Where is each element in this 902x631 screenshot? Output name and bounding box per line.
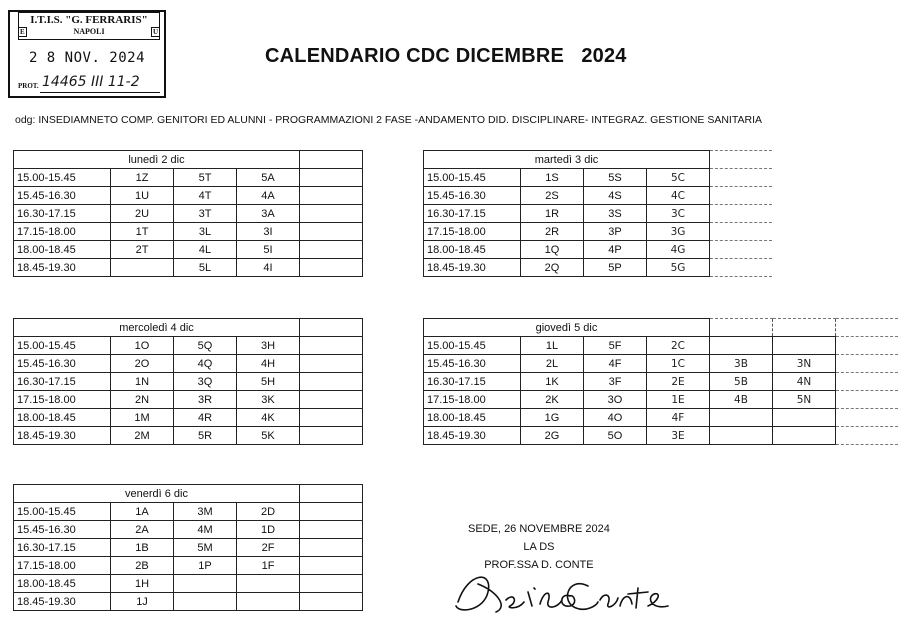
class-cell: 5F bbox=[584, 337, 647, 355]
time-slot-cell: 16.30-17.15 bbox=[424, 205, 521, 223]
class-cell: 3L bbox=[174, 223, 237, 241]
time-slot-cell: 15.00-15.45 bbox=[424, 169, 521, 187]
class-cell: 5Q bbox=[174, 337, 237, 355]
table-row bbox=[14, 521, 363, 539]
time-slot-cell: 16.30-17.15 bbox=[14, 539, 111, 557]
class-cell: 5L bbox=[174, 259, 237, 277]
class-cell bbox=[710, 409, 773, 427]
class-cell: 4F bbox=[647, 409, 710, 427]
table-row bbox=[424, 373, 899, 391]
class-cell: 5P bbox=[584, 259, 647, 277]
empty-cell bbox=[836, 391, 899, 409]
class-cell: 2A bbox=[111, 521, 174, 539]
class-cell bbox=[710, 337, 773, 355]
table-row bbox=[424, 187, 773, 205]
empty-cell bbox=[710, 223, 773, 241]
table-row bbox=[14, 427, 363, 445]
class-cell: 2R bbox=[521, 223, 584, 241]
table-row bbox=[424, 427, 899, 445]
class-cell bbox=[237, 575, 300, 593]
table-row bbox=[14, 409, 363, 427]
class-cell: 1U bbox=[111, 187, 174, 205]
empty-cell bbox=[300, 319, 363, 337]
class-cell: 1P bbox=[174, 557, 237, 575]
table-row bbox=[424, 223, 773, 241]
table-row bbox=[424, 205, 773, 223]
empty-cell bbox=[300, 521, 363, 539]
empty-cell bbox=[836, 409, 899, 427]
class-cell bbox=[174, 593, 237, 611]
time-slot-cell: 18.00-18.45 bbox=[424, 409, 521, 427]
table-row bbox=[14, 259, 363, 277]
class-cell: 3B bbox=[710, 355, 773, 373]
class-cell bbox=[237, 593, 300, 611]
time-slot-cell: 17.15-18.00 bbox=[14, 391, 111, 409]
class-cell: 5O bbox=[584, 427, 647, 445]
table-row bbox=[14, 337, 363, 355]
table-header-row bbox=[14, 485, 363, 503]
class-cell: 5I bbox=[237, 241, 300, 259]
signer-role: LA DS bbox=[523, 541, 555, 553]
class-cell: 3G bbox=[647, 223, 710, 241]
empty-cell bbox=[300, 427, 363, 445]
stamp-prot-label: PROT. bbox=[18, 82, 39, 90]
class-cell: 2D bbox=[237, 503, 300, 521]
class-cell: 3A bbox=[237, 205, 300, 223]
schedule-table-wednesday bbox=[13, 318, 363, 445]
class-cell: 1N bbox=[111, 373, 174, 391]
time-slot-cell: 16.30-17.15 bbox=[14, 373, 111, 391]
class-cell: 1G bbox=[521, 409, 584, 427]
class-cell: 5T bbox=[174, 169, 237, 187]
class-cell: 3K bbox=[237, 391, 300, 409]
class-cell: 2L bbox=[521, 355, 584, 373]
class-cell: 4H bbox=[237, 355, 300, 373]
class-cell: 2T bbox=[111, 241, 174, 259]
empty-cell bbox=[300, 503, 363, 521]
stamp-school-box bbox=[18, 12, 160, 40]
class-cell: 4N bbox=[773, 373, 836, 391]
class-cell: 4P bbox=[584, 241, 647, 259]
stamp-date: 2 8 NOV. 2024 bbox=[28, 50, 146, 66]
time-slot-cell: 18.00-18.45 bbox=[14, 241, 111, 259]
table-row bbox=[14, 539, 363, 557]
class-cell: 2C bbox=[647, 337, 710, 355]
class-cell: 5G bbox=[647, 259, 710, 277]
time-slot-cell: 17.15-18.00 bbox=[424, 223, 521, 241]
day-title: venerdì 6 dic bbox=[14, 485, 300, 503]
table-row bbox=[14, 205, 363, 223]
class-cell: 1K bbox=[521, 373, 584, 391]
document-title: CALENDARIO CDC DICEMBRE 2024 bbox=[265, 45, 627, 67]
class-cell: 2O bbox=[111, 355, 174, 373]
empty-cell bbox=[836, 427, 899, 445]
class-cell: 4B bbox=[710, 391, 773, 409]
table-header-row bbox=[424, 151, 773, 169]
time-slot-cell: 18.45-19.30 bbox=[14, 593, 111, 611]
class-cell: 4M bbox=[174, 521, 237, 539]
class-cell: 4F bbox=[584, 355, 647, 373]
class-cell bbox=[773, 427, 836, 445]
empty-cell bbox=[710, 205, 773, 223]
table-row bbox=[424, 409, 899, 427]
protocol-stamp bbox=[8, 10, 166, 98]
empty-cell bbox=[710, 241, 773, 259]
empty-cell bbox=[773, 319, 836, 337]
empty-cell bbox=[710, 169, 773, 187]
empty-cell bbox=[300, 485, 363, 503]
time-slot-cell: 18.45-19.30 bbox=[424, 427, 521, 445]
class-cell: 3N bbox=[773, 355, 836, 373]
empty-cell bbox=[300, 337, 363, 355]
empty-cell bbox=[300, 259, 363, 277]
stamp-prot-line bbox=[40, 92, 160, 93]
empty-cell bbox=[300, 205, 363, 223]
table-row bbox=[424, 391, 899, 409]
class-cell: 2U bbox=[111, 205, 174, 223]
class-cell bbox=[111, 259, 174, 277]
class-cell: 1L bbox=[521, 337, 584, 355]
agenda-line: odg: INSEDIAMNETO COMP. GENITORI ED ALUNNI - PROGRAMMAZIONI 2 FASE -ANDAMENTO DID. DISCIPLINARE- INTEGRAZ. GESTIONE SANITARIA bbox=[15, 114, 762, 126]
empty-cell bbox=[300, 557, 363, 575]
class-cell: 1R bbox=[521, 205, 584, 223]
handwritten-signature bbox=[448, 562, 688, 622]
class-cell: 2M bbox=[111, 427, 174, 445]
time-slot-cell: 16.30-17.15 bbox=[14, 205, 111, 223]
empty-cell bbox=[300, 241, 363, 259]
class-cell: 4A bbox=[237, 187, 300, 205]
day-title: lunedì 2 dic bbox=[14, 151, 300, 169]
day-title: mercoledì 4 dic bbox=[14, 319, 300, 337]
class-cell: 1F bbox=[237, 557, 300, 575]
time-slot-cell: 15.00-15.45 bbox=[14, 503, 111, 521]
time-slot-cell: 18.45-19.30 bbox=[424, 259, 521, 277]
day-title: martedì 3 dic bbox=[424, 151, 710, 169]
class-cell: 1O bbox=[111, 337, 174, 355]
class-cell: 2G bbox=[521, 427, 584, 445]
empty-cell bbox=[300, 575, 363, 593]
table-row bbox=[14, 373, 363, 391]
empty-cell bbox=[300, 409, 363, 427]
schedule-table-monday bbox=[13, 150, 363, 277]
table-row bbox=[14, 575, 363, 593]
class-cell: 4G bbox=[647, 241, 710, 259]
time-slot-cell: 15.00-15.45 bbox=[14, 337, 111, 355]
table-row bbox=[424, 169, 773, 187]
class-cell: 3C bbox=[647, 205, 710, 223]
empty-cell bbox=[710, 151, 773, 169]
table-row bbox=[14, 223, 363, 241]
class-cell: 2K bbox=[521, 391, 584, 409]
class-cell: 3S bbox=[584, 205, 647, 223]
class-cell: 4C bbox=[647, 187, 710, 205]
class-cell: 4L bbox=[174, 241, 237, 259]
stamp-corner-right: U bbox=[152, 28, 158, 36]
empty-cell bbox=[836, 319, 899, 337]
empty-cell bbox=[300, 355, 363, 373]
time-slot-cell: 18.00-18.45 bbox=[424, 241, 521, 259]
empty-cell bbox=[710, 187, 773, 205]
table-row bbox=[14, 187, 363, 205]
empty-cell bbox=[710, 259, 773, 277]
stamp-school-name: I.T.I.S. "G. FERRARIS" bbox=[30, 14, 148, 26]
empty-cell bbox=[300, 391, 363, 409]
class-cell: 1J bbox=[111, 593, 174, 611]
class-cell: 3F bbox=[584, 373, 647, 391]
class-cell: 2Q bbox=[521, 259, 584, 277]
class-cell bbox=[174, 575, 237, 593]
class-cell: 3H bbox=[237, 337, 300, 355]
class-cell: 1H bbox=[111, 575, 174, 593]
class-cell: 1S bbox=[521, 169, 584, 187]
table-row bbox=[14, 169, 363, 187]
table-row bbox=[14, 391, 363, 409]
class-cell: 1A bbox=[111, 503, 174, 521]
table-row bbox=[14, 241, 363, 259]
class-cell: 4K bbox=[237, 409, 300, 427]
table-row bbox=[424, 337, 899, 355]
class-cell: 3O bbox=[584, 391, 647, 409]
time-slot-cell: 15.45-16.30 bbox=[424, 187, 521, 205]
class-cell: 5H bbox=[237, 373, 300, 391]
class-cell bbox=[773, 409, 836, 427]
class-cell: 1C bbox=[647, 355, 710, 373]
class-cell: 1Z bbox=[111, 169, 174, 187]
table-row bbox=[14, 503, 363, 521]
time-slot-cell: 16.30-17.15 bbox=[424, 373, 521, 391]
table-header-row bbox=[14, 319, 363, 337]
day-title: giovedì 5 dic bbox=[424, 319, 710, 337]
schedule-table-friday bbox=[13, 484, 363, 611]
class-cell: 5C bbox=[647, 169, 710, 187]
time-slot-cell: 15.45-16.30 bbox=[14, 521, 111, 539]
empty-cell bbox=[836, 373, 899, 391]
class-cell: 2S bbox=[521, 187, 584, 205]
class-cell: 2E bbox=[647, 373, 710, 391]
class-cell: 3Q bbox=[174, 373, 237, 391]
class-cell: 3M bbox=[174, 503, 237, 521]
table-row bbox=[424, 355, 899, 373]
table-row bbox=[424, 259, 773, 277]
empty-cell bbox=[300, 593, 363, 611]
class-cell: 1E bbox=[647, 391, 710, 409]
empty-cell bbox=[836, 337, 899, 355]
time-slot-cell: 18.45-19.30 bbox=[14, 259, 111, 277]
empty-cell bbox=[300, 169, 363, 187]
empty-cell bbox=[300, 151, 363, 169]
class-cell: 1T bbox=[111, 223, 174, 241]
class-cell: 5R bbox=[174, 427, 237, 445]
class-cell: 5S bbox=[584, 169, 647, 187]
time-slot-cell: 18.45-19.30 bbox=[14, 427, 111, 445]
class-cell: 4I bbox=[237, 259, 300, 277]
time-slot-cell: 17.15-18.00 bbox=[14, 223, 111, 241]
time-slot-cell: 17.15-18.00 bbox=[424, 391, 521, 409]
class-cell bbox=[710, 427, 773, 445]
time-slot-cell: 15.00-15.45 bbox=[14, 169, 111, 187]
table-row bbox=[14, 355, 363, 373]
class-cell: 2B bbox=[111, 557, 174, 575]
class-cell: 3T bbox=[174, 205, 237, 223]
empty-cell bbox=[836, 355, 899, 373]
class-cell: 1B bbox=[111, 539, 174, 557]
class-cell: 5M bbox=[174, 539, 237, 557]
stamp-city: NAPOLI bbox=[73, 27, 105, 36]
class-cell bbox=[773, 337, 836, 355]
class-cell: 5N bbox=[773, 391, 836, 409]
schedule-table-thursday bbox=[423, 318, 898, 445]
class-cell: 5K bbox=[237, 427, 300, 445]
class-cell: 2F bbox=[237, 539, 300, 557]
time-slot-cell: 18.00-18.45 bbox=[14, 409, 111, 427]
time-slot-cell: 18.00-18.45 bbox=[14, 575, 111, 593]
class-cell: 2N bbox=[111, 391, 174, 409]
class-cell: 4T bbox=[174, 187, 237, 205]
class-cell: 3E bbox=[647, 427, 710, 445]
empty-cell bbox=[300, 539, 363, 557]
time-slot-cell: 17.15-18.00 bbox=[14, 557, 111, 575]
table-header-row bbox=[424, 319, 899, 337]
class-cell: 3P bbox=[584, 223, 647, 241]
class-cell: 4Q bbox=[174, 355, 237, 373]
table-row bbox=[14, 557, 363, 575]
place-date: SEDE, 26 NOVEMBRE 2024 bbox=[468, 523, 610, 535]
time-slot-cell: 15.00-15.45 bbox=[424, 337, 521, 355]
class-cell: 4S bbox=[584, 187, 647, 205]
empty-cell bbox=[300, 187, 363, 205]
time-slot-cell: 15.45-16.30 bbox=[14, 187, 111, 205]
class-cell: 3I bbox=[237, 223, 300, 241]
time-slot-cell: 15.45-16.30 bbox=[14, 355, 111, 373]
class-cell: 1Q bbox=[521, 241, 584, 259]
class-cell: 4R bbox=[174, 409, 237, 427]
table-row bbox=[14, 593, 363, 611]
stamp-corner-left: E bbox=[20, 28, 25, 36]
class-cell: 4O bbox=[584, 409, 647, 427]
class-cell: 5A bbox=[237, 169, 300, 187]
class-cell: 5B bbox=[710, 373, 773, 391]
empty-cell bbox=[300, 223, 363, 241]
schedule-table-tuesday bbox=[423, 150, 772, 277]
signer-name: PROF.SSA D. CONTE bbox=[484, 559, 594, 571]
class-cell: 1M bbox=[111, 409, 174, 427]
time-slot-cell: 15.45-16.30 bbox=[424, 355, 521, 373]
table-row bbox=[424, 241, 773, 259]
empty-cell bbox=[300, 373, 363, 391]
table-header-row bbox=[14, 151, 363, 169]
class-cell: 3R bbox=[174, 391, 237, 409]
stamp-prot-value: 14465 III 11-2 bbox=[42, 74, 140, 90]
empty-cell bbox=[710, 319, 773, 337]
class-cell: 1D bbox=[237, 521, 300, 539]
